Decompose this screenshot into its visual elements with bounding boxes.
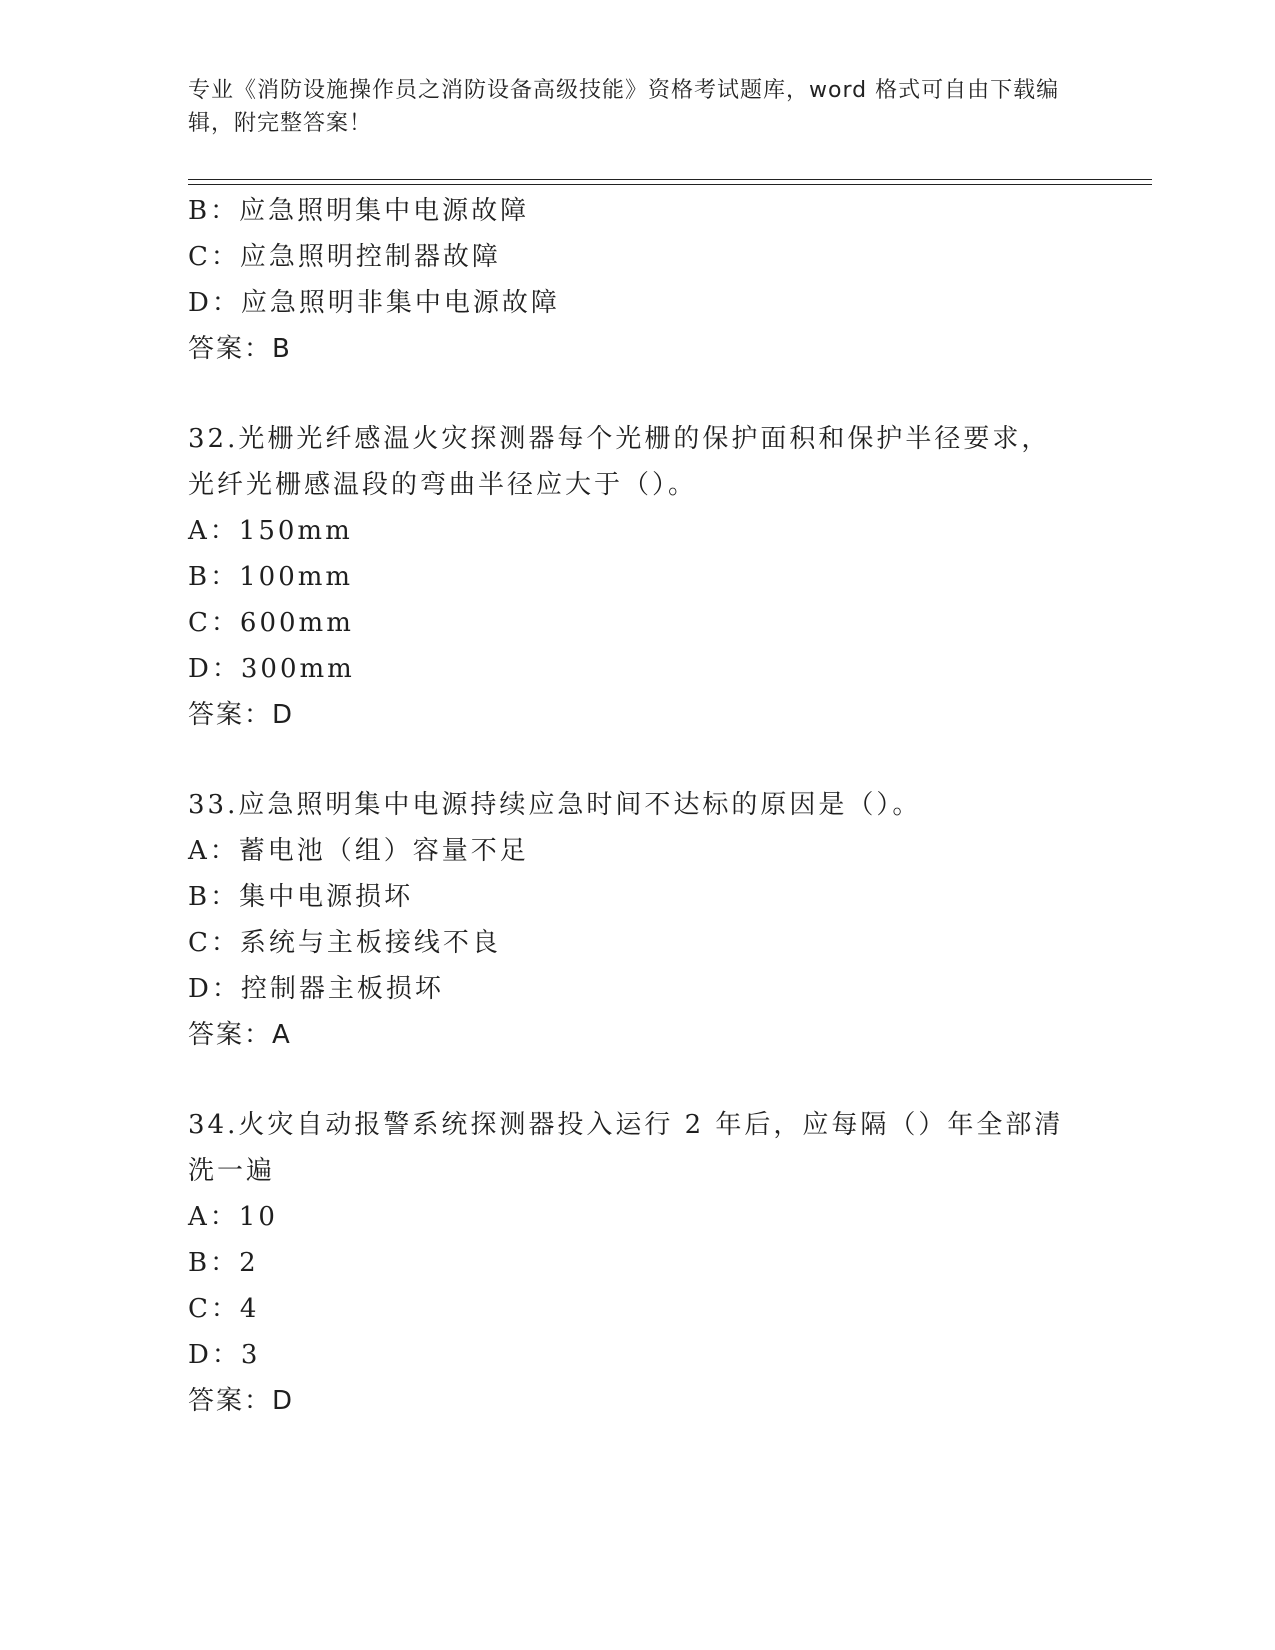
question-31-tail [188, 188, 1088, 372]
option-c: C：系统与主板接线不良 [188, 928, 501, 958]
question-text: 34.火灾自动报警系统探测器投入运行 2 年后，应每隔（）年全部清洗一遍 [188, 1110, 1064, 1186]
question-32 [188, 416, 1088, 738]
question-34 [188, 1102, 1088, 1424]
question-text: 32.光栅光纤感温火灾探测器每个光栅的保护面积和保护半径要求，光纤光栅感温段的弯曲半径应大于（）。 [188, 424, 1051, 500]
answer: 答案：B [188, 334, 292, 364]
option-c: C：应急照明控制器故障 [188, 242, 501, 272]
option-b: B：集中电源损坏 [188, 882, 414, 912]
answer: 答案：D [188, 700, 295, 730]
header-text: 专业《消防设施操作员之消防设备高级技能》资格考试题库，word 格式可自由下载编辑，附完整答案！ [188, 78, 1060, 136]
option-b: B：2 [188, 1248, 259, 1278]
answer: 答案：D [188, 1386, 295, 1416]
question-33 [188, 782, 1088, 1058]
option-d: D：应急照明非集中电源故障 [188, 288, 560, 318]
option-c: C：600mm [188, 608, 354, 638]
question-list [188, 188, 1088, 1424]
option-b: B：100mm [188, 562, 354, 592]
option-b: B：应急照明集中电源故障 [188, 196, 530, 226]
header-rule-bottom [188, 184, 1152, 185]
option-a: A：10 [188, 1202, 278, 1232]
option-d: D：3 [188, 1340, 261, 1370]
option-a: A：150mm [188, 516, 353, 546]
option-c: C：4 [188, 1294, 260, 1324]
document-header [188, 74, 1068, 140]
option-a: A：蓄电池（组）容量不足 [188, 836, 529, 866]
option-d: D：300mm [188, 654, 355, 684]
question-text: 33.应急照明集中电源持续应急时间不达标的原因是（）。 [188, 790, 922, 820]
header-rule-top [188, 179, 1152, 180]
option-d: D：控制器主板损坏 [188, 974, 444, 1004]
answer: 答案：A [188, 1020, 292, 1050]
